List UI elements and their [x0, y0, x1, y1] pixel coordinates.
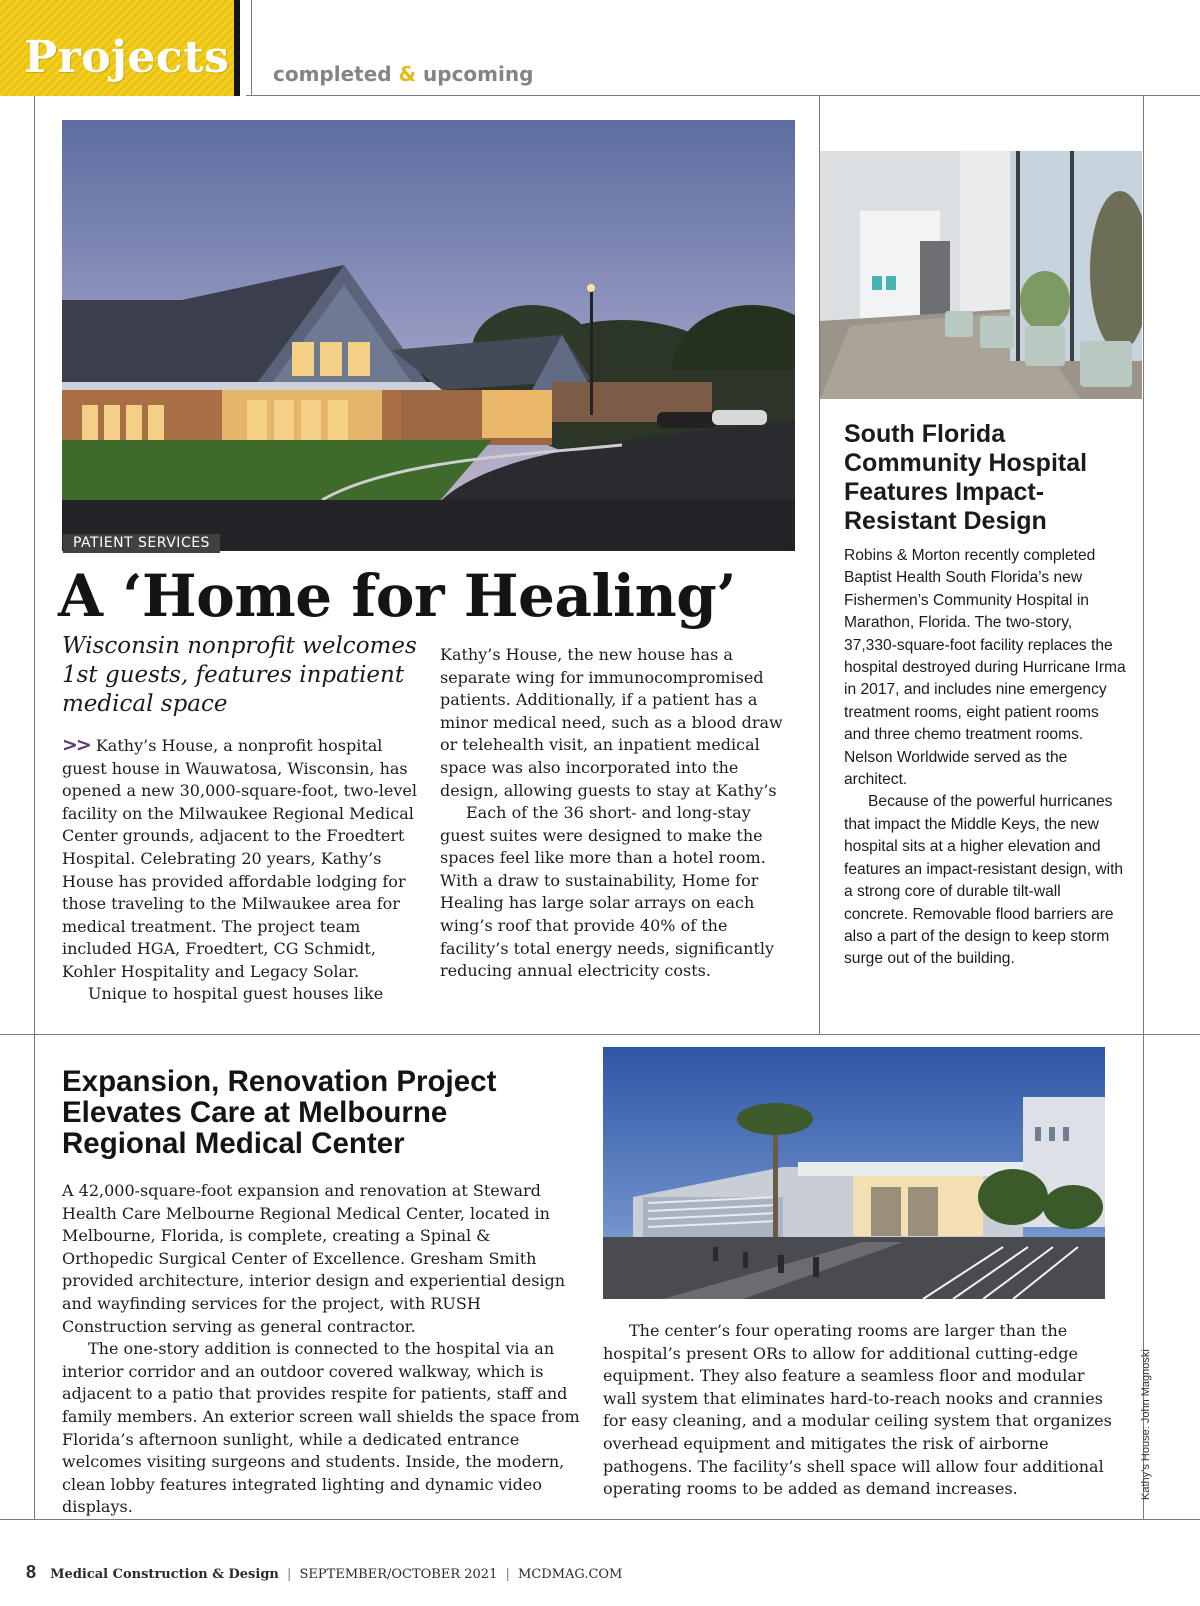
kathys-house-photo	[62, 120, 795, 551]
south-florida-hospital-photo	[820, 151, 1142, 399]
story2-paragraph-3: The center’s four operating rooms are larger than the hospital’s present ORs to allow for additional cutting-edge equipment. They also feature a seamless floor and modular wall system that eliminates hard-to-reach nooks and crannies for easy cleaning, and a modular ceiling system that organizes overhead equipment and mitigates the risk of airborne pathogens. The facility’s shell space will allow four additional operating rooms to be added as demand increases.	[603, 1321, 1112, 1499]
section-subtitle-completed: completed	[273, 62, 392, 86]
feature-headline: A ‘Home for Healing’	[58, 562, 736, 630]
page-number: 8	[26, 1562, 37, 1582]
sidebar-paragraph-1: Robins & Morton recently completed Baptist Health South Florida’s new Fishermen’s Community Hospital in Marathon, Florida. The two-story, 37,330-square-foot facility replaces the hospital destroyed during Hurricane Irma in 2017, and includes nine emergency treatment rooms, eight patient rooms and three chemo treatment rooms. Nelson Worldwide served as the architect.	[844, 547, 1126, 789]
feature-paragraph-2	[440, 644, 796, 802]
feature-paragraph-2-text: Kathy’s House, the new house has a separate wing for immunocompromised patients. Additionally, if a patient has a minor medical need, such as a blood draw or telehealth visit, an inpatient medical space was also incorporated into the design, allowing guests to stay at Kathy’s	[440, 645, 783, 800]
rule-mid-horizontal	[0, 1034, 1200, 1035]
footer-separator: |	[287, 1567, 292, 1582]
issue-date: SEPTEMBER/OCTOBER 2021	[299, 1567, 498, 1582]
feature-paragraph-2-start	[62, 983, 417, 1006]
feature-column-1-cont	[62, 983, 417, 1007]
section-subtitle	[273, 62, 533, 86]
sidebar-body	[844, 545, 1126, 971]
melbourne-medical-center-photo	[603, 1047, 1105, 1299]
rule-header-bottom	[246, 95, 1200, 96]
story2-headline: Expansion, Renovation Project Elevates Care at Melbourne Regional Medical Center	[62, 1065, 497, 1160]
section-subtitle-ampersand: &	[398, 62, 417, 86]
start-marker-icon: >>	[62, 734, 90, 756]
story2-column-1	[62, 1180, 582, 1519]
photo-credit: Kathy’s House: John Magnoski	[1140, 1349, 1152, 1500]
feature-column-1	[62, 734, 417, 984]
feature-paragraph-3: Each of the 36 short- and long-stay guest suites were designed to make the spaces feel like more than a hotel room. With a draw to sustainability, Home for Healing has large solar arrays on each wing’s roof that provide 40% of the facility’s total energy needs, significantly reducing annual electricity costs.	[440, 803, 775, 981]
story2-paragraph-2: The one-story addition is connected to the hospital via an interior corridor and an outdoor covered walkway, which is adjacent to a patio that provides respite for patients, staff and family members. An exterior screen wall shields the space from Florida’s afternoon sunlight, while a dedicated entrance welcomes visiting surgeons and students. Inside, the modern, clean lobby features integrated lighting and dynamic video displays.	[62, 1339, 580, 1517]
page-footer	[26, 1562, 622, 1583]
feature-dek: Wisconsin nonprofit welcomes 1st guests, features inpatient medical space	[62, 633, 417, 717]
magazine-name: Medical Construction & Design	[50, 1567, 279, 1582]
feature-paragraph-1	[62, 734, 417, 984]
rule-left-edge	[34, 96, 35, 1519]
footer-separator: |	[505, 1567, 510, 1582]
section-tab	[0, 0, 240, 96]
sidebar-headline: South Florida Community Hospital Features Impact-Resistant Design	[844, 420, 1088, 535]
section-title: Projects	[24, 32, 230, 83]
feature-paragraph-2-lead: Unique to hospital guest houses like	[88, 984, 384, 1003]
section-subtitle-upcoming: upcoming	[423, 62, 534, 86]
feature-column-2	[440, 644, 796, 983]
website-link[interactable]: MCDMAG.COM	[518, 1567, 623, 1582]
story2-paragraph-1: A 42,000-square-foot expansion and renovation at Steward Health Care Melbourne Regional Medical Center, located in Melbourne, Florida, is complete, creating a Spinal & Orthopedic Surgical Center of Excellence. Gresham Smith provided architecture, interior design and experiential design and wayfinding services for the project, with RUSH Construction serving as general contractor.	[62, 1181, 566, 1336]
sidebar-paragraph-2: Because of the powerful hurricanes that impact the Middle Keys, the new hospital sits at a higher elevation and features an impact-resistant design, with a strong core of durable tilt-wall concrete. Removable flood barriers are also a part of the design to keep storm surge out of the building.	[844, 793, 1124, 968]
feature-paragraph-1-text: Kathy’s House, a nonprofit hospital guest house in Wauwatosa, Wisconsin, has opened a new 30,000-square-foot, two-level facility on the Milwaukee Regional Medical Center grounds, adjacent to the Froedtert Hospital. Celebrating 20 years, Kathy’s House has provided affordable lodging for those traveling to the Milwaukee area for medical treatment. The project team included HGA, Froedtert, CG Schmidt, Kohler Hospitality and Legacy Solar.	[62, 736, 417, 981]
story2-column-2	[603, 1320, 1123, 1501]
rule-bottom-horizontal	[0, 1519, 1200, 1520]
rule-right-edge	[1143, 96, 1144, 1519]
rule-header-divider	[251, 0, 252, 95]
category-label: PATIENT SERVICES	[63, 534, 220, 553]
